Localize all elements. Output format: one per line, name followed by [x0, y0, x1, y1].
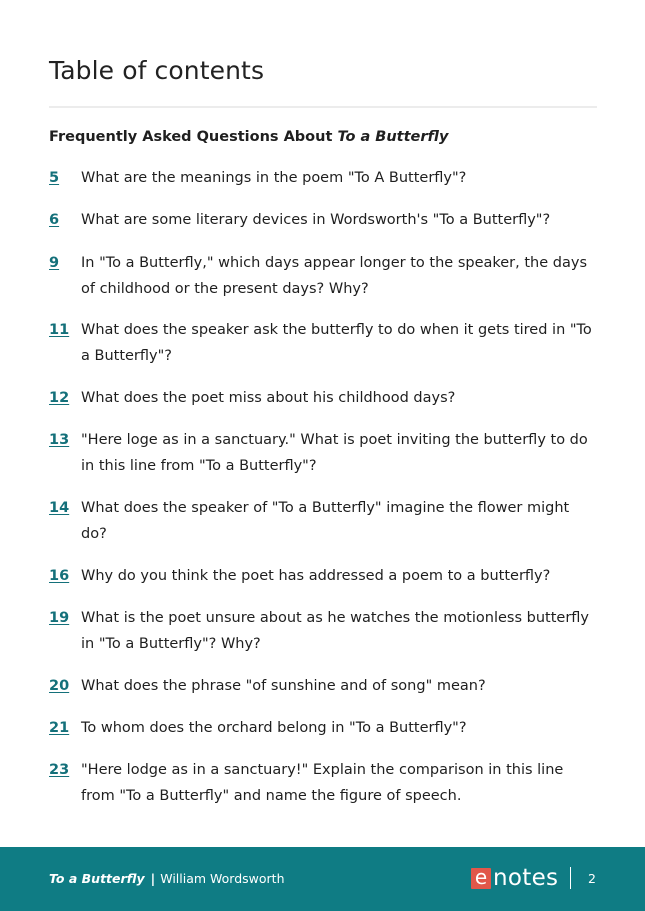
toc-item [49, 605, 597, 657]
toc-question-line: To whom does the orchard belong in "To a Butterfly"? [81, 720, 467, 736]
toc-question [81, 250, 597, 302]
toc-item [49, 427, 597, 479]
toc-item [49, 757, 597, 809]
toc-page-link[interactable]: 14 [49, 500, 70, 516]
toc-item [49, 165, 597, 191]
toc-question-line: from "To a Butterfly" and name the figure of speech. [81, 788, 462, 804]
toc-item [49, 385, 597, 411]
toc-question-line: of childhood or the present days? Why? [81, 281, 369, 297]
toc-question-line: "Here lodge as in a sanctuary!" Explain the comparison in this line [81, 762, 564, 778]
footer-divider [570, 867, 571, 889]
section-heading [49, 129, 448, 145]
toc-item [49, 317, 597, 369]
toc-question-line: What are the meanings in the poem "To A Butterfly"? [81, 170, 467, 186]
enotes-logo-wordmark: notes [493, 864, 559, 891]
footer-book-info [49, 871, 285, 886]
toc-page-link[interactable]: 11 [49, 322, 70, 338]
toc-page-link[interactable]: 9 [49, 255, 60, 271]
footer-separator: | [150, 871, 156, 886]
toc-question [81, 427, 597, 479]
toc-page-link[interactable]: 13 [49, 432, 70, 448]
toc-item [49, 250, 597, 302]
toc-question-line: What does the speaker of "To a Butterfly" imagine the flower might [81, 500, 570, 516]
section-heading-book-title: To a Butterfly [337, 129, 449, 145]
toc-question [81, 317, 597, 369]
toc-page-link[interactable]: 19 [49, 610, 70, 626]
toc-question-line: Why do you think the poet has addressed a poem to a butterfly? [81, 568, 551, 584]
toc-question-line: What does the phrase "of sunshine and of song" mean? [81, 678, 486, 694]
footer-author: William Wordsworth [160, 871, 285, 886]
toc-question-line: What does the speaker ask the butterfly to do when it gets tired in "To [81, 322, 592, 338]
page-number: 2 [588, 871, 596, 886]
toc-page-link[interactable]: 23 [49, 762, 70, 778]
page-footer [0, 847, 645, 911]
toc-question [81, 757, 597, 809]
toc-page-link[interactable]: 16 [49, 568, 70, 584]
title-divider [49, 106, 597, 108]
toc-question [81, 495, 597, 547]
toc-page-link[interactable]: 5 [49, 170, 60, 186]
toc-question [81, 605, 597, 657]
toc-page-link[interactable]: 21 [49, 720, 70, 736]
page-title: Table of contents [49, 56, 265, 85]
toc-question [81, 563, 597, 589]
toc-page-link[interactable]: 12 [49, 390, 70, 406]
toc-item [49, 563, 597, 589]
toc-question [81, 385, 597, 411]
toc-item [49, 715, 597, 741]
toc-question-line: What does the poet miss about his childhood days? [81, 390, 456, 406]
footer-book-title: To a Butterfly [49, 871, 145, 886]
toc-item [49, 673, 597, 699]
toc-question-line: in this line from "To a Butterfly"? [81, 458, 317, 474]
toc-question-line: do? [81, 526, 107, 542]
toc-question [81, 207, 597, 233]
toc-question [81, 715, 597, 741]
toc-page-link[interactable]: 6 [49, 212, 60, 228]
toc-question-line: in "To a Butterfly"? Why? [81, 636, 261, 652]
toc-item [49, 495, 597, 547]
toc-question-line: In "To a Butterfly," which days appear longer to the speaker, the days [81, 255, 587, 271]
toc-page-link[interactable]: 20 [49, 678, 70, 694]
toc-question-line: "Here loge as in a sanctuary." What is poet inviting the butterfly to do [81, 432, 588, 448]
enotes-logo-e-mark: e [471, 868, 491, 889]
toc-question-line: What is the poet unsure about as he watches the motionless butterfly [81, 610, 589, 626]
toc-question-line: a Butterfly"? [81, 348, 172, 364]
toc-question [81, 673, 597, 699]
toc-question-line: What are some literary devices in Wordsworth's "To a Butterfly"? [81, 212, 551, 228]
section-heading-prefix: Frequently Asked Questions About [49, 129, 338, 145]
toc-question [81, 165, 597, 191]
toc-item [49, 207, 597, 233]
enotes-logo [471, 864, 559, 891]
